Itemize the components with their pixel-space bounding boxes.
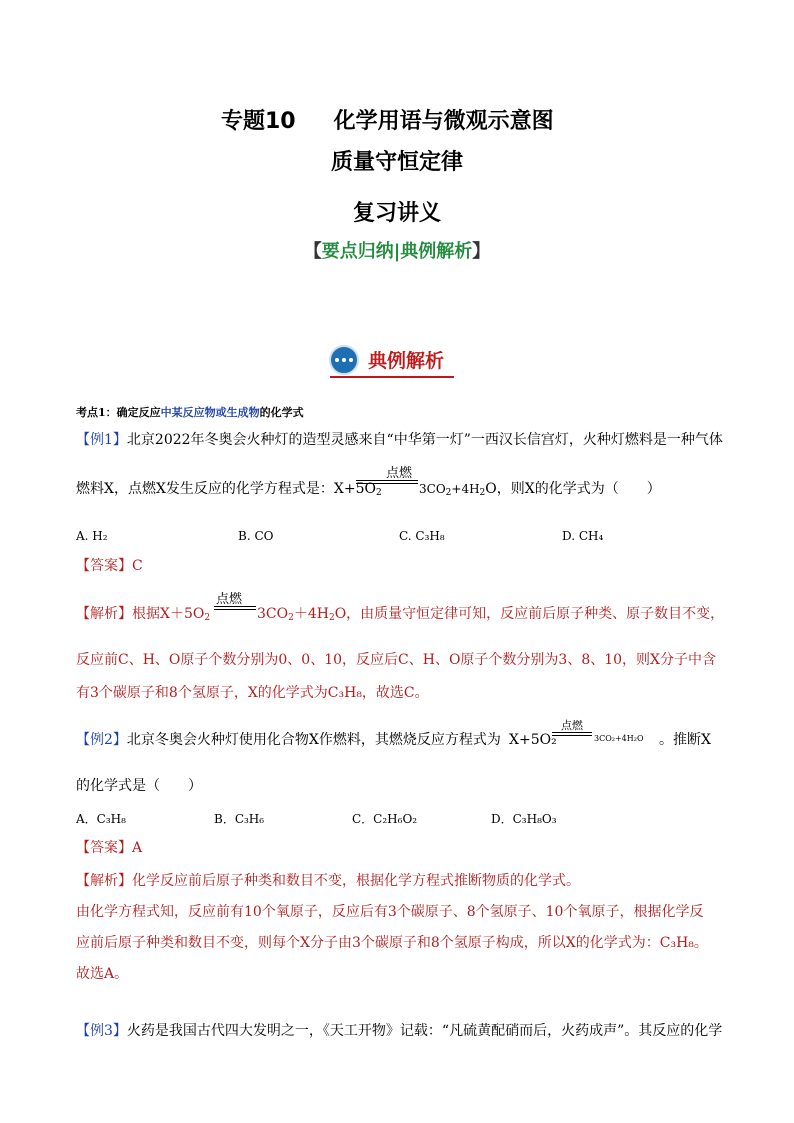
ex2-analysis-tag: 【解析】 <box>76 873 132 889</box>
ex1-q2b: 3CO <box>419 482 446 496</box>
ex1-analysis-line2: 反应前C、H、O原子个数分别为0、0、10，反应后C、H、O原子个数分别为3、8、10，则X分子中含 <box>76 652 717 668</box>
ex1-answer-tag: 【答案】 <box>76 558 132 574</box>
ex1-analysis-equals <box>214 606 256 610</box>
ex1-condition: 点燃 <box>386 466 413 481</box>
ex1-option-b: B. CO <box>238 529 274 543</box>
ex2-q1a: 北京冬奥会火种灯使用化合物X作燃料，其燃烧反应方程式为 <box>126 732 501 748</box>
topic-suffix: 的化学式 <box>259 406 304 419</box>
ex1-question-line2: 燃料X，点燃X发生反应的化学方程式是：$X+5O_2$ <box>76 481 382 498</box>
ex2-q1b: 。推断X <box>659 732 711 748</box>
title-main: 化学用语与微观示意图 <box>333 109 554 134</box>
title-line4 <box>0 237 794 263</box>
ex2-analysis-line2: 由化学方程式知，反应前有10个氧原子，反应后有3个碳原子、8个氢原子、10个氧原子，根据化学反 <box>76 904 704 920</box>
ex2-option-a: A．C₃H₈ <box>76 812 126 826</box>
ex1-analysis-line1a: 【解析】根据$X+5O_2$ <box>76 606 211 623</box>
section-badge <box>329 345 359 375</box>
bracket-close: 】 <box>472 241 491 262</box>
ex2-option-c: C．C₂H₆O₂ <box>352 812 418 826</box>
ex1-tag: 【例1】 <box>76 432 127 448</box>
ex1-a1d: O，由质量守恒定律可知，反应前后原子种类、原子数目不变， <box>334 606 725 622</box>
topic-prefix: 考点1：确定反应 <box>76 406 161 419</box>
ex1-analysis-line3: 有3个碳原子和8个氢原子，X的化学式为C₃H₈，故选C。 <box>76 685 429 701</box>
ex1-q1: 北京2022年冬奥会火种灯的造型灵感来自“中华第一灯”一西汉长信宫灯，火种灯燃料是一种气体 <box>126 432 723 448</box>
ex1-analysis-condition: 点燃 <box>216 592 243 607</box>
ex2-question-line2: 的化学式是（ ） <box>76 778 202 794</box>
ex2-a1: 化学反应前后原子种类和数目不变，根据化学方程式推断物质的化学式。 <box>132 873 580 889</box>
ex1-a1a: 根据X＋5O <box>132 606 205 622</box>
ex1-option-d: D. CH₄ <box>562 529 604 543</box>
ex1-question-line1 <box>76 430 723 450</box>
ex1-q2a: 燃料X，点燃X发生反应的化学方程式是：X+5O <box>76 481 377 497</box>
ex2-option-d: D．C₃H₈O₃ <box>491 812 557 826</box>
ex1-analysis-tag: 【解析】 <box>76 606 132 622</box>
ex2-question-line1 <box>76 730 501 750</box>
title-prefix: 专题10 <box>221 109 296 134</box>
ex2-eq-left: X+5O₂ <box>509 732 557 748</box>
ex1-analysis-line1b: $3CO_2+4H_2O$，由质量守恒定律可知，反应前后原子种类、原子数目不变， <box>257 606 725 623</box>
topic-highlight: 中某反应物或生成物 <box>160 406 260 419</box>
bracket-open: 【 <box>303 241 322 262</box>
ex3-q1: 火药是我国古代四大发明之一，《天工开物》记载：“凡硫黄配硝而后，火药成声”。其反应的化学 <box>126 1023 723 1039</box>
ex1-question-line2b: $3CO_2+4H_2O$，则X的化学式为（ ） <box>419 481 661 498</box>
title-line3: 复习讲义 <box>352 201 441 226</box>
ex2-answer <box>76 838 142 858</box>
badge-underline <box>330 376 454 378</box>
ex1-equals-bar <box>356 480 418 484</box>
ex2-answer-value: A <box>132 840 143 856</box>
ex3-tag: 【例3】 <box>76 1023 127 1039</box>
topic-heading <box>76 404 304 420</box>
title-line2: 质量守恒定律 <box>330 150 463 175</box>
ex2-analysis-line3: 应前后原子种类和数目不变，则每个X分子由3个碳原子和8个氢原子构成，所以X的化学式为：C₃H₈。 <box>76 935 708 951</box>
ex2-analysis-line4: 故选A。 <box>76 966 129 982</box>
ex1-a1c: ＋4H <box>293 606 329 622</box>
ex1-option-c: C. C₃H₈ <box>399 529 445 543</box>
ex1-option-a: A. H₂ <box>76 529 108 543</box>
ex2-condition: 点燃 <box>561 719 583 732</box>
ex1-q2d: O，则X的化学式为（ ） <box>485 481 661 497</box>
ex2-tag: 【例2】 <box>76 732 127 748</box>
ex2-eq-right: 3CO₂+4H₂O <box>594 734 644 743</box>
subtitle-green: 要点归纳|典例解析 <box>321 241 473 262</box>
badge-label: 典例解析 <box>368 350 445 372</box>
ex2-answer-tag: 【答案】 <box>76 840 132 856</box>
ex2-equals-bar <box>552 732 592 736</box>
ex1-answer <box>76 556 143 576</box>
ex1-answer-value: C <box>132 558 143 574</box>
ex1-a1b: 3CO <box>257 606 289 622</box>
ex3-question-line1 <box>76 1021 722 1041</box>
ex1-q2c: +4H <box>451 482 480 496</box>
ellipsis-circle-icon <box>329 345 359 375</box>
doc-title <box>221 104 554 135</box>
ex2-option-b: B．C₃H₆ <box>214 812 265 826</box>
ex2-analysis-line1 <box>76 871 580 891</box>
